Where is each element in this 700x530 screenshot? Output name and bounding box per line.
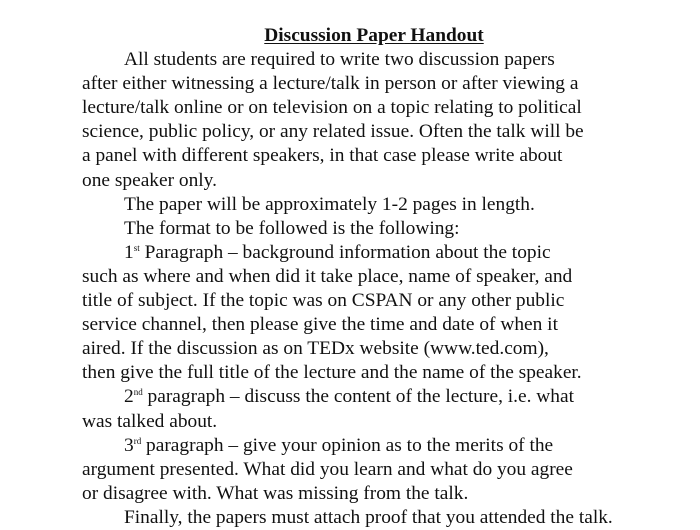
paragraph-intro: All students are required to write two discussion papers after either witnessing a lecture/talk in person or after viewing a lecture/talk online or on television on a topic relating to political science, public policy, or any related issue. Often the talk will be a panel with different speakers, in that case please write about one speaker only. xyxy=(82,49,584,191)
paragraph-number: 1 xyxy=(124,241,134,263)
paragraph-second xyxy=(82,385,622,433)
paragraph-body: paragraph – discuss the content of the lecture, i.e. what was talked about. xyxy=(82,386,574,432)
document-page xyxy=(82,24,622,530)
paragraph-length: The paper will be approximately 1-2 pages in length. xyxy=(124,193,535,215)
paragraph-body: paragraph – give your opinion as to the merits of the argument presented. What did you learn and what do you agree or disagree with. What was missing from the talk. xyxy=(82,434,573,504)
ordinal-suffix: rd xyxy=(133,435,142,446)
paragraph-third xyxy=(82,434,622,506)
paragraph-format: The format to be followed is the following: xyxy=(124,217,460,239)
paragraph-number: 3 xyxy=(124,434,134,456)
paragraph-number: 2 xyxy=(124,386,134,408)
ordinal-suffix: nd xyxy=(133,387,143,398)
paragraph-body: Paragraph – background information about the topic such as where and when did it take place, name of speaker, and title of subject. If the topic was on CSPAN or any other public service channel, then please give the time and date of when it aired. If the discussion as on TEDx website (www.ted.com), then give the full title of the lecture and the name of the speaker. xyxy=(82,241,582,384)
ordinal-suffix: st xyxy=(133,242,140,253)
document-title: Discussion Paper Handout xyxy=(264,25,484,46)
paragraph-first xyxy=(82,241,622,386)
paragraph-finally: Finally, the papers must attach proof that you attended the talk. xyxy=(124,506,613,528)
